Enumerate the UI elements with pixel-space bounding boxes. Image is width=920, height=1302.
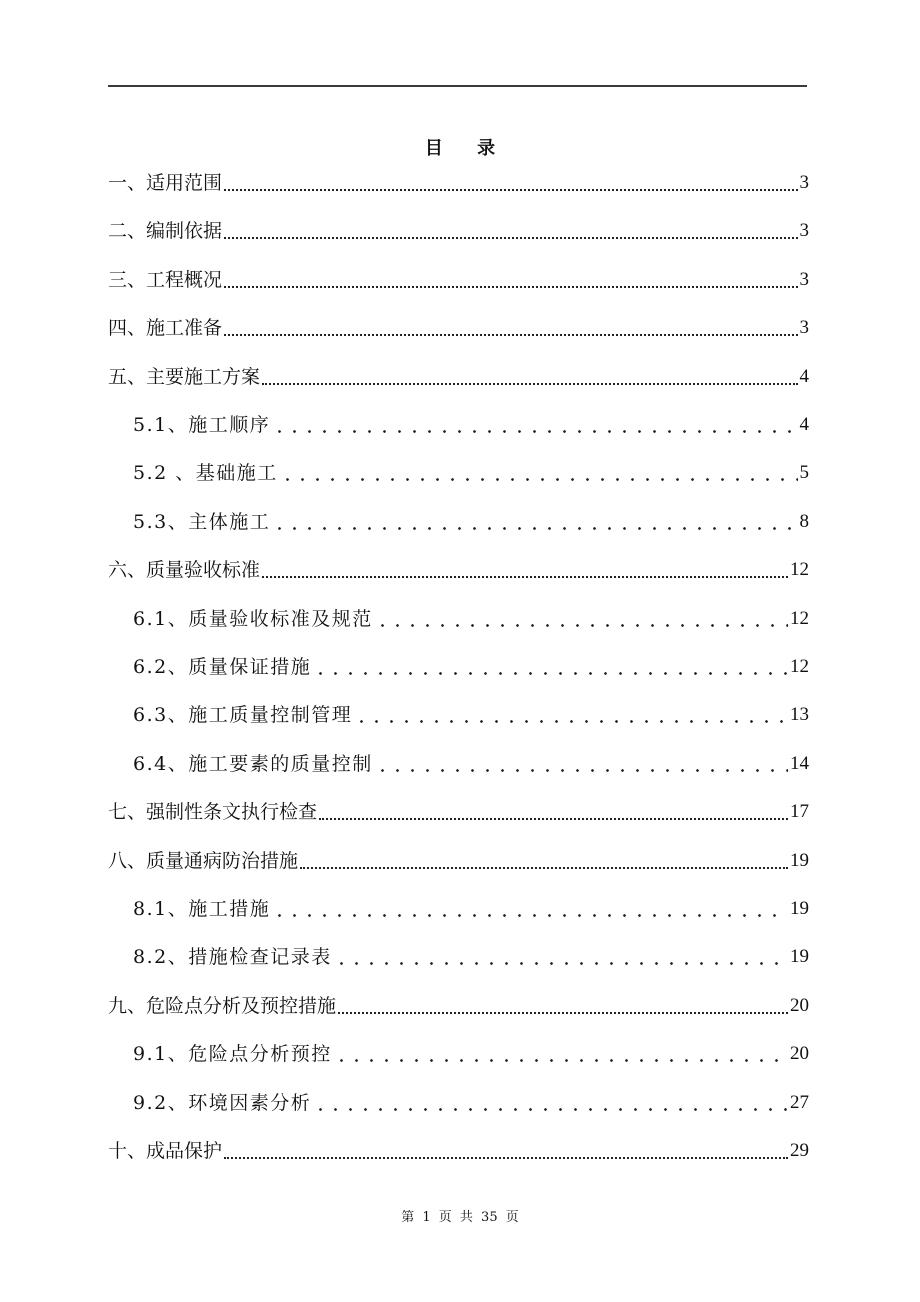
toc-entry-label: 9.2、环境因素分析 [133,1092,312,1114]
toc-entry-page-number: 19 [790,946,809,967]
toc-entry[interactable] [108,797,809,827]
page-footer: 第 1 页 共 35 页 [401,1210,519,1225]
toc-entry[interactable] [108,1136,809,1166]
toc-entry-page-number: 4 [799,366,809,387]
toc-entry[interactable] [133,1088,809,1118]
toc-entry-label: 5.1、施工顺序 [133,414,271,436]
toc-entry[interactable] [133,1039,809,1069]
toc-entry-page-number: 8 [799,511,809,532]
dot-leader [272,894,788,924]
toc-entry-page-number: 4 [799,414,809,435]
dot-leader [272,410,797,440]
toc-entry-label: 9.1、危险点分析预控 [133,1043,332,1065]
toc-entry-label: 8.2、措施检查记录表 [133,946,332,968]
dot-leader [334,1039,788,1069]
dot-leader [354,700,788,730]
toc-entry-page-number: 12 [790,608,809,629]
dot-leader [224,168,797,198]
toc-entry-page-number: 3 [799,172,809,193]
toc-entry[interactable] [133,942,809,972]
toc-entry[interactable] [133,749,809,779]
toc-title: 目 录 [424,138,510,159]
toc-entry-page-number: 3 [799,269,809,290]
toc-entry[interactable] [108,216,809,246]
toc-entry-label: 六、质量验收标准 [108,559,261,581]
toc-entry[interactable] [133,652,809,682]
toc-entry-page-number: 13 [790,704,809,725]
toc-entry-label: 五、主要施工方案 [108,366,261,388]
toc-entry[interactable] [108,846,809,876]
toc-entry[interactable] [108,991,809,1021]
toc-entry-page-number: 12 [790,559,809,580]
toc-entry-page-number: 14 [790,753,809,774]
toc-entry-page-number: 19 [790,898,809,919]
dot-leader [375,604,788,634]
dot-leader [313,652,788,682]
toc-entry[interactable] [133,410,809,440]
toc-entry-page-number: 5 [799,462,809,483]
toc-entry[interactable] [133,507,809,537]
toc-entry[interactable] [133,604,809,634]
dot-leader [280,458,798,488]
toc-entry-label: 一、适用范围 [108,172,223,194]
dot-leader [224,1136,788,1166]
toc-entry-label: 5.2 、基础施工 [133,462,278,484]
dot-leader [262,555,788,585]
toc-entry-label: 8.1、施工措施 [133,898,271,920]
toc-entry-label: 八、质量通病防治措施 [108,850,299,872]
dot-leader [319,797,788,827]
dot-leader [300,846,788,876]
toc-entry-label: 6.3、施工质量控制管理 [133,704,353,726]
toc-entry[interactable] [108,265,809,295]
toc-entry[interactable] [108,313,809,343]
toc-entry-label: 七、强制性条文执行检查 [108,801,318,823]
toc-entry-label: 5.3、主体施工 [133,511,271,533]
toc-entry[interactable] [108,555,809,585]
toc-entry-page-number: 17 [790,801,809,822]
toc-entry-page-number: 20 [790,1043,809,1064]
toc-entry-label: 6.4、施工要素的质量控制 [133,753,373,775]
toc-entry-page-number: 3 [799,220,809,241]
dot-leader [224,313,797,343]
toc-entry-label: 四、施工准备 [108,317,223,339]
toc-entry-page-number: 19 [790,850,809,871]
dot-leader [334,942,788,972]
toc-entry-page-number: 3 [799,317,809,338]
toc-entry[interactable] [133,894,809,924]
dot-leader [224,216,797,246]
dot-leader [224,265,797,295]
dot-leader [313,1088,788,1118]
dot-leader [272,507,797,537]
toc-entry-page-number: 27 [790,1092,809,1113]
toc-entry[interactable] [133,458,809,488]
dot-leader [338,991,788,1021]
toc-entry-label: 三、工程概况 [108,269,223,291]
toc-entry-label: 6.1、质量验收标准及规范 [133,608,373,630]
toc-entry-page-number: 12 [790,656,809,677]
toc-entry-label: 二、编制依据 [108,220,223,242]
dot-leader [262,362,797,392]
dot-leader [375,749,788,779]
toc-entry[interactable] [133,700,809,730]
toc-entry-label: 九、危险点分析及预控措施 [108,995,337,1017]
toc-entry-label: 十、成品保护 [108,1140,223,1162]
toc-entry-page-number: 20 [790,995,809,1016]
toc-entry-label: 6.2、质量保证措施 [133,656,312,678]
toc-entry-page-number: 29 [790,1140,809,1161]
toc-entry[interactable] [108,362,809,392]
toc-entry[interactable] [108,168,809,198]
